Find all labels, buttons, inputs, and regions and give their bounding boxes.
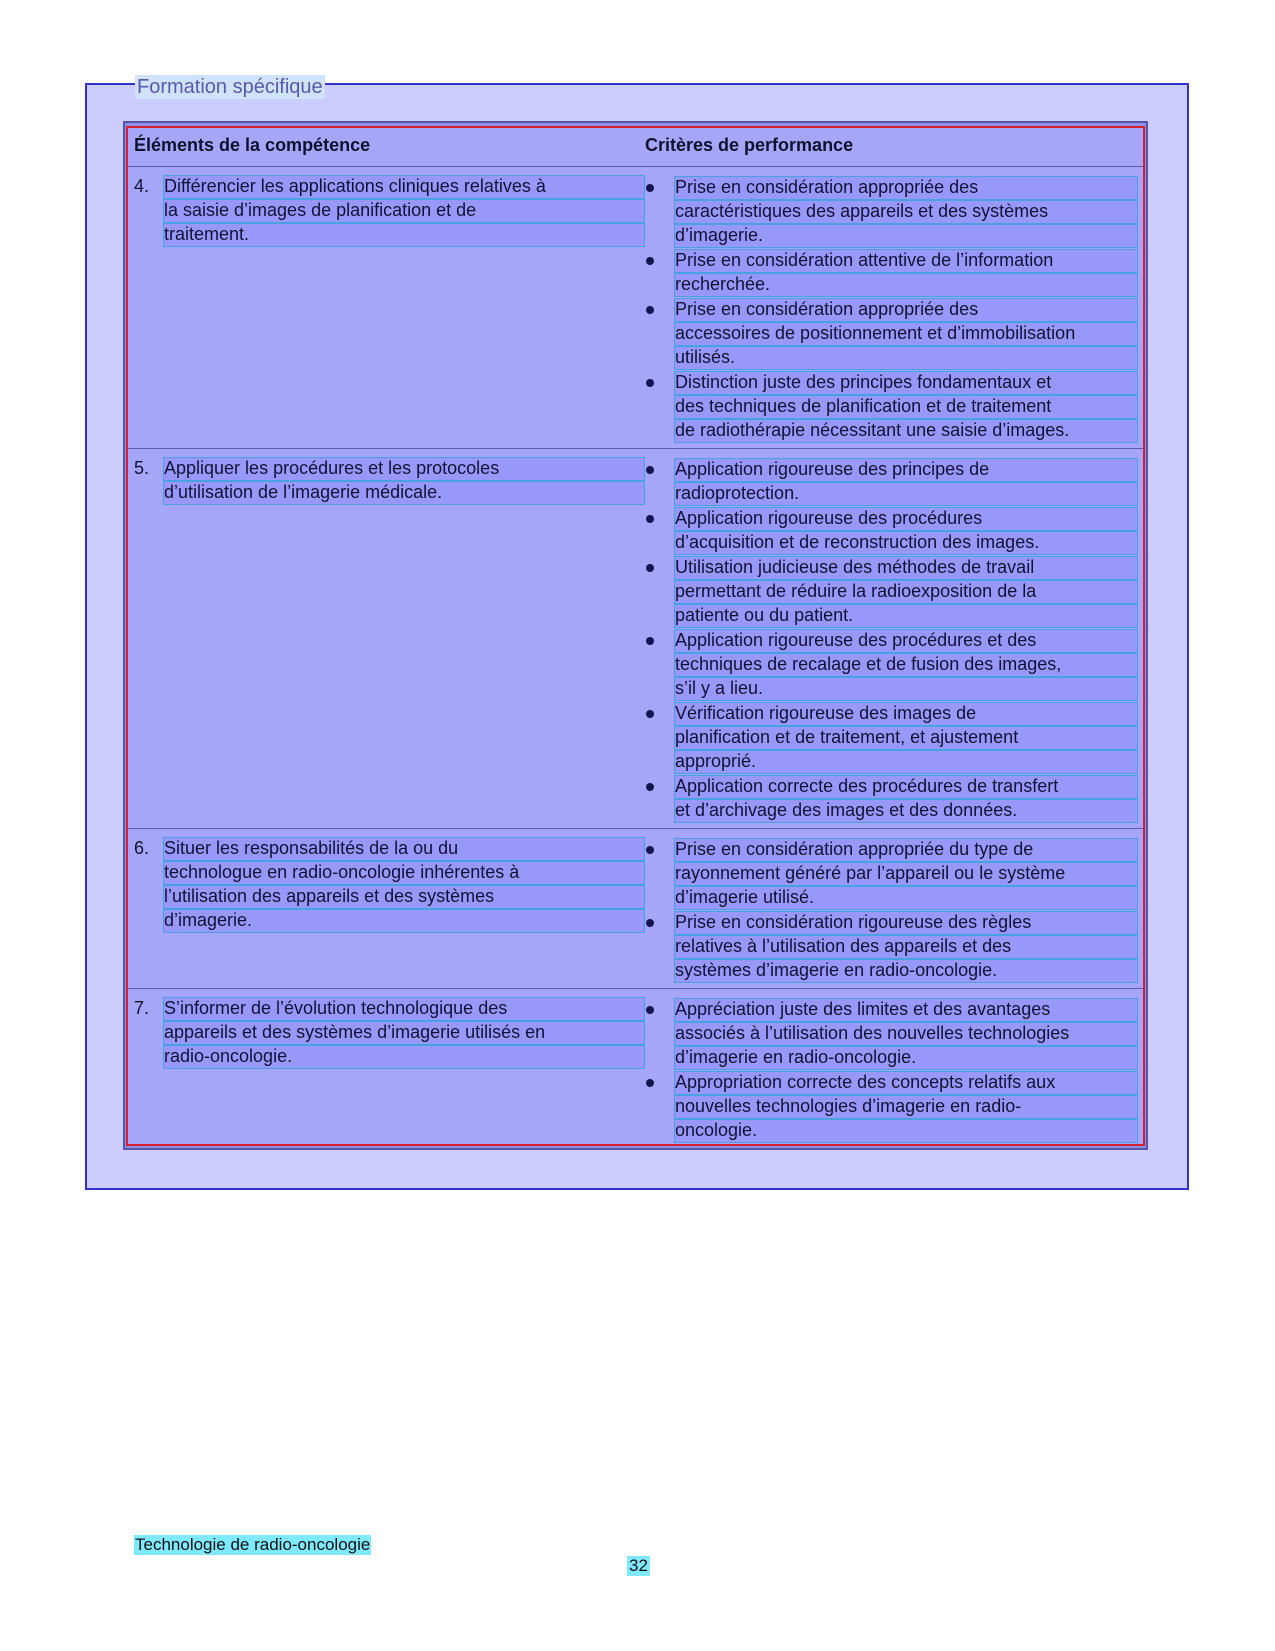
criterion-text-line: d’imagerie utilisé.	[675, 887, 1137, 909]
criterion-text-line: Application rigoureuse des procédures et des	[675, 630, 1137, 652]
element-text-line: technologue en radio-oncologie inhérentes à	[164, 862, 644, 884]
page-number: 32	[629, 1556, 648, 1575]
criterion-text-line: radioprotection.	[675, 483, 1137, 505]
element-number: 7.	[134, 998, 150, 1018]
row-divider	[128, 166, 1143, 167]
element-text-line: radio-oncologie.	[164, 1046, 644, 1068]
criterion-text-line: Prise en considération rigoureuse des règles	[675, 912, 1137, 934]
footer-program-name: Technologie de radio-oncologie	[135, 1535, 371, 1554]
criterion-text-line: Vérification rigoureuse des images de	[675, 703, 1137, 725]
criterion-text-line: permettant de réduire la radioexposition de la	[675, 581, 1137, 603]
criterion-text-line: Appréciation juste des limites et des avantages	[675, 999, 1137, 1021]
criterion-text-line: Application correcte des procédures de transfert	[675, 776, 1137, 798]
element-text-line: l’utilisation des appareils et des systèmes	[164, 886, 644, 908]
criterion-text-line: des techniques de planification et de traitement	[675, 396, 1137, 418]
bullet-icon	[646, 184, 654, 192]
bullet-icon	[646, 710, 654, 718]
criterion-text-line: associés à l’utilisation des nouvelles technologies	[675, 1023, 1137, 1045]
criterion-text-line: oncologie.	[675, 1120, 1137, 1142]
criterion-text-line: recherchée.	[675, 274, 1137, 296]
criterion-text-line: Utilisation judicieuse des méthodes de travail	[675, 557, 1137, 579]
element-number: 4.	[134, 176, 150, 196]
bullet-icon	[646, 783, 654, 791]
bullet-icon	[646, 306, 654, 314]
row-divider	[128, 828, 1143, 829]
criterion-text-line: planification et de traitement, et ajustement	[675, 727, 1137, 749]
bullet-icon	[646, 515, 654, 523]
bullet-icon	[646, 846, 654, 854]
criterion-text-line: et d’archivage des images et des données.	[675, 800, 1137, 822]
criterion-text-line: d’imagerie.	[675, 225, 1137, 247]
element-text-line: Appliquer les procédures et les protocoles	[164, 458, 644, 480]
criterion-text-line: d’imagerie en radio-oncologie.	[675, 1047, 1137, 1069]
criterion-text-line: d’acquisition et de reconstruction des images.	[675, 532, 1137, 554]
bullet-icon	[646, 919, 654, 927]
criterion-text-line: techniques de recalage et de fusion des images,	[675, 654, 1137, 676]
criterion-text-line: Prise en considération attentive de l’information	[675, 250, 1137, 272]
criterion-text-line: utilisés.	[675, 347, 1137, 369]
criterion-text-line: s’il y a lieu.	[675, 678, 1137, 700]
criterion-text-line: relatives à l’utilisation des appareils et des	[675, 936, 1137, 958]
element-text-line: d’imagerie.	[164, 910, 644, 932]
row-divider	[128, 448, 1143, 449]
bullet-icon	[646, 466, 654, 474]
bullet-icon	[646, 1006, 654, 1014]
criterion-text-line: de radiothérapie nécessitant une saisie d’images.	[675, 420, 1137, 442]
bullet-icon	[646, 564, 654, 572]
criterion-text-line: Appropriation correcte des concepts relatifs aux	[675, 1072, 1137, 1094]
criterion-text-line: rayonnement généré par l’appareil ou le système	[675, 863, 1137, 885]
criterion-text-line: Application rigoureuse des principes de	[675, 459, 1137, 481]
bullet-icon	[646, 379, 654, 387]
section-title: Formation spécifique	[137, 76, 323, 98]
element-text-line: appareils et des systèmes d’imagerie utilisés en	[164, 1022, 644, 1044]
element-text-line: Situer les responsabilités de la ou du	[164, 838, 644, 860]
criterion-text-line: systèmes d’imagerie en radio-oncologie.	[675, 960, 1137, 982]
criterion-text-line: patiente ou du patient.	[675, 605, 1137, 627]
bullet-icon	[646, 257, 654, 265]
criterion-text-line: Application rigoureuse des procédures	[675, 508, 1137, 530]
criterion-text-line: Prise en considération appropriée des	[675, 299, 1137, 321]
element-text-line: la saisie d’images de planification et de	[164, 200, 644, 222]
criterion-text-line: approprié.	[675, 751, 1137, 773]
element-text-line: traitement.	[164, 224, 644, 246]
criterion-text-line: Distinction juste des principes fondamentaux et	[675, 372, 1137, 394]
col-header-criteria: Critères de performance	[645, 135, 854, 155]
element-text-line: S’informer de l’évolution technologique des	[164, 998, 644, 1020]
criterion-text-line: caractéristiques des appareils et des systèmes	[675, 201, 1137, 223]
col-header-elements: Éléments de la compétence	[134, 135, 371, 155]
element-number: 6.	[134, 838, 150, 858]
row-divider	[128, 988, 1143, 989]
criterion-text-line: accessoires de positionnement et d’immobilisation	[675, 323, 1137, 345]
criterion-text-line: Prise en considération appropriée du type de	[675, 839, 1137, 861]
bullet-icon	[646, 1079, 654, 1087]
criterion-text-line: Prise en considération appropriée des	[675, 177, 1137, 199]
element-text-line: Différencier les applications cliniques relatives à	[164, 176, 644, 198]
element-number: 5.	[134, 458, 150, 478]
criterion-text-line: nouvelles technologies d’imagerie en radio-	[675, 1096, 1137, 1118]
bullet-icon	[646, 637, 654, 645]
element-text-line: d’utilisation de l’imagerie médicale.	[164, 482, 644, 504]
